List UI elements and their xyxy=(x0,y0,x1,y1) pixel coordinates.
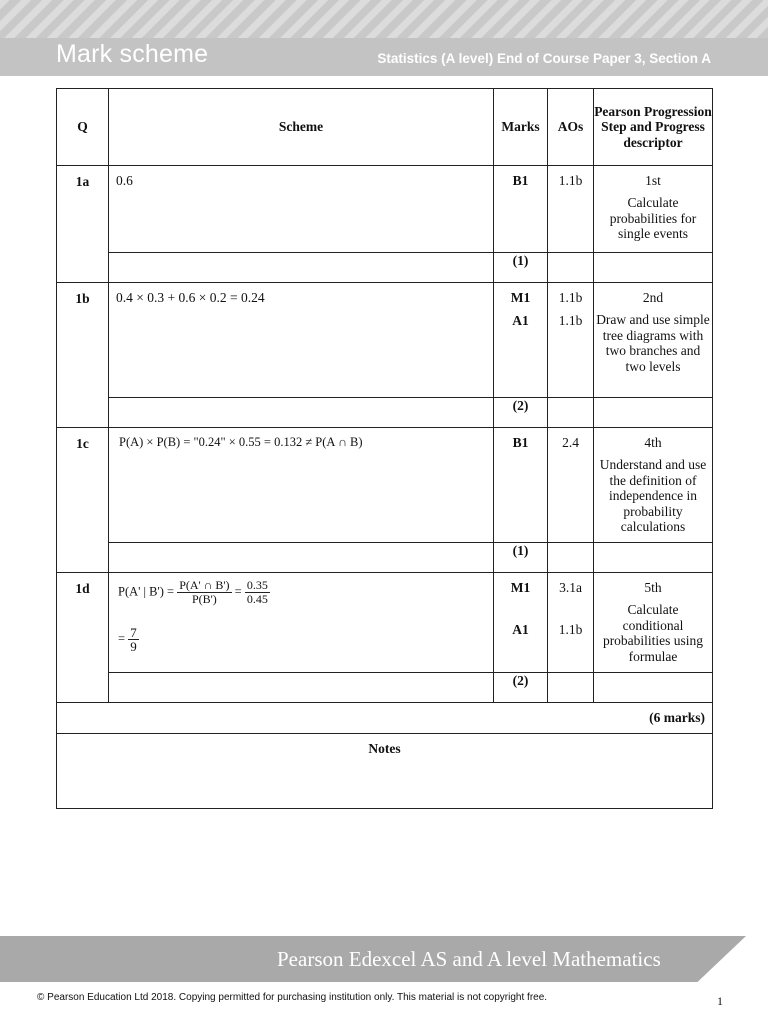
subtotal-marks: (2) xyxy=(494,398,548,428)
progression-step: 2nd xyxy=(642,290,664,305)
scheme-cell: 0.6 xyxy=(109,166,494,253)
total-marks: (6 marks) xyxy=(57,703,713,734)
ao-cell: 1.1b xyxy=(548,166,594,253)
scheme-cell xyxy=(109,573,494,673)
page-subtitle: Statistics (A level) End of Course Paper 3, Section A xyxy=(377,51,711,66)
subtotal-marks: (1) xyxy=(494,543,548,573)
progression-cell xyxy=(594,166,713,253)
mark-a1: A1 xyxy=(512,313,529,328)
scheme-cell: P(A) × P(B) = "0.24" × 0.55 = 0.132 ≠ P(A ∩ B) xyxy=(109,428,494,543)
footer-brand: Pearson Edexcel AS and A level Mathematics xyxy=(277,947,661,971)
ao-cell xyxy=(548,573,594,673)
header-q: Q xyxy=(57,89,109,166)
copyright-notice: © Pearson Education Ltd 2018. Copying permitted for purchasing institution only. This material is not copyright free. xyxy=(37,992,548,1003)
subtotal-desc-empty xyxy=(594,398,713,428)
subtotal-scheme-empty xyxy=(109,543,494,573)
fraction-numerator: 7 xyxy=(130,625,137,640)
fraction-probability xyxy=(177,579,231,606)
subtotal-desc-empty xyxy=(594,543,713,573)
question-number: 1d xyxy=(57,573,109,703)
result-equals: = xyxy=(118,631,126,646)
ao-cell xyxy=(548,283,594,398)
table-row xyxy=(57,166,713,253)
mark-m1: M1 xyxy=(510,290,531,305)
subtotal-marks: (2) xyxy=(494,673,548,703)
progression-step: 4th xyxy=(644,435,662,450)
subtotal-ao-empty xyxy=(548,543,594,573)
progression-cell xyxy=(594,573,713,673)
table-row xyxy=(57,573,713,673)
notes-row xyxy=(57,734,713,809)
subtotal-row xyxy=(57,543,713,573)
page-title: Mark scheme xyxy=(56,40,209,68)
fraction-numerator: P(A' ∩ B') xyxy=(179,578,230,592)
progression-descriptor: Understand and use the definition of independence in probability calculations xyxy=(599,457,707,534)
subtotal-scheme-empty xyxy=(109,253,494,283)
subtotal-desc-empty xyxy=(594,673,713,703)
subtotal-row xyxy=(57,673,713,703)
subtotal-scheme-empty xyxy=(109,398,494,428)
mark-scheme-table xyxy=(56,88,713,809)
fraction-denominator: 9 xyxy=(130,639,137,654)
header-aos: AOs xyxy=(548,89,594,166)
conditional-probability-line xyxy=(118,579,486,606)
header-marks: Marks xyxy=(494,89,548,166)
question-number: 1b xyxy=(57,283,109,428)
ao-m1: 3.1a xyxy=(559,580,582,595)
subtotal-ao-empty xyxy=(548,673,594,703)
subtotal-desc-empty xyxy=(594,253,713,283)
progression-step: 1st xyxy=(645,173,661,188)
subtotal-row xyxy=(57,253,713,283)
ao-cell: 2.4 xyxy=(548,428,594,543)
page-number: 1 xyxy=(717,994,723,1008)
fraction-denominator: P(B') xyxy=(191,592,217,606)
ao-m1: 1.1b xyxy=(558,290,583,305)
subtotal-ao-empty xyxy=(548,253,594,283)
ao-a1: 1.1b xyxy=(558,622,583,637)
marks-cell: B1 xyxy=(494,428,548,543)
marks-cell xyxy=(494,573,548,673)
table-row xyxy=(57,283,713,398)
fraction-denominator: 0.45 xyxy=(246,592,268,606)
subtotal-row xyxy=(57,398,713,428)
subtotal-marks: (1) xyxy=(494,253,548,283)
fraction-values xyxy=(245,579,270,606)
ao-a1: 1.1b xyxy=(558,313,583,328)
header-scheme: Scheme xyxy=(109,89,494,166)
table-header-row xyxy=(57,89,713,166)
question-number: 1c xyxy=(57,428,109,573)
progression-descriptor: Calculate probabilities for single events xyxy=(609,195,697,241)
mark-a1: A1 xyxy=(512,622,529,637)
subtotal-ao-empty xyxy=(548,398,594,428)
progression-step: 5th xyxy=(644,580,662,595)
fraction-numerator: 0.35 xyxy=(246,578,268,592)
result-line xyxy=(118,626,486,653)
progression-descriptor: Calculate conditional probabilities using formulae xyxy=(602,602,704,664)
notes-heading: Notes xyxy=(57,734,713,809)
header-pearson: Pearson Progression Step and Progress descriptor xyxy=(594,89,713,166)
question-number: 1a xyxy=(57,166,109,283)
progression-cell xyxy=(594,283,713,398)
marks-cell: B1 xyxy=(494,166,548,253)
fraction-result xyxy=(128,626,139,653)
marks-cell xyxy=(494,283,548,398)
progression-descriptor: Draw and use simple tree diagrams with two branches and two levels xyxy=(596,312,710,374)
scheme-lhs: P(A' | B') = xyxy=(118,584,175,599)
table-row xyxy=(57,428,713,543)
progression-cell xyxy=(594,428,713,543)
scheme-cell: 0.4 × 0.3 + 0.6 × 0.2 = 0.24 xyxy=(109,283,494,398)
equals-sign: = xyxy=(234,584,242,599)
subtotal-scheme-empty xyxy=(109,673,494,703)
mark-m1: M1 xyxy=(510,580,531,595)
total-row xyxy=(57,703,713,734)
